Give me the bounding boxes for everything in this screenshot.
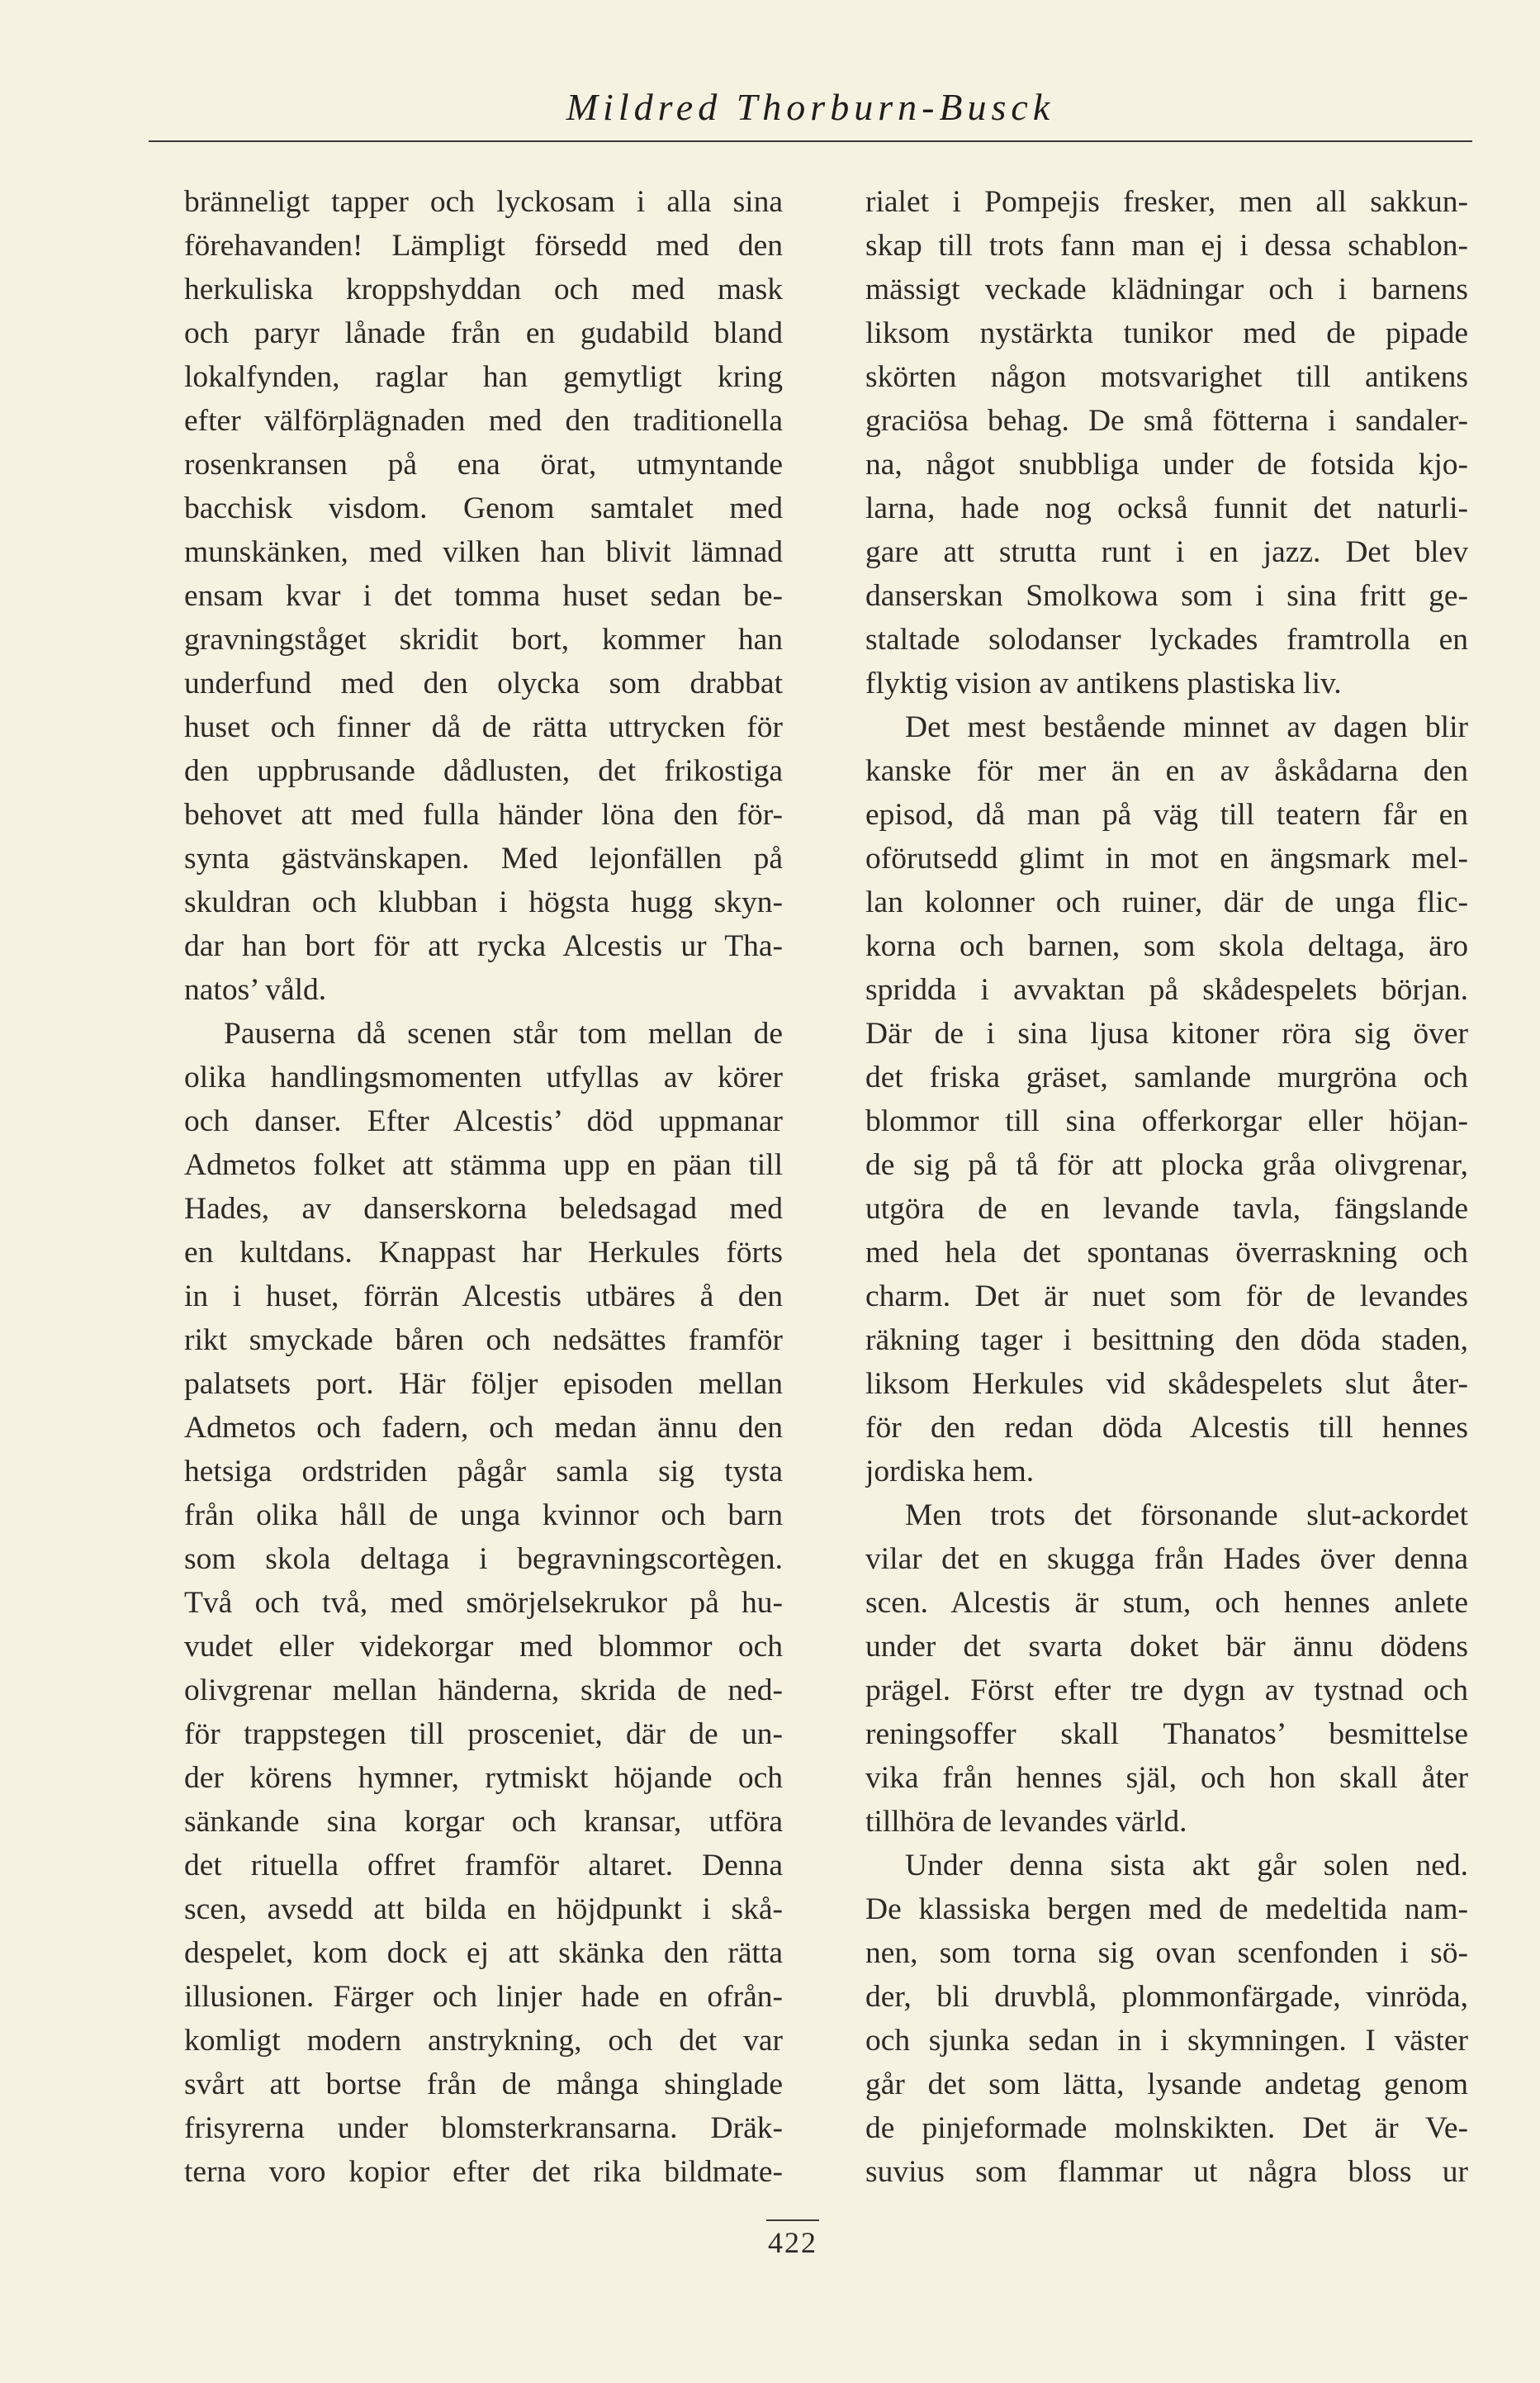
text-line: den uppbrusande dådlusten, det frikostiga <box>184 754 783 788</box>
text-line: Under denna sista akt går solen ned. <box>905 1849 1468 1882</box>
text-line: kanske för mer än en av åskådarna den <box>865 754 1468 788</box>
text-line: gravningståget skridit bort, kommer han <box>184 623 783 657</box>
text-line: det rituella offret framför altaret. Denna <box>184 1849 783 1882</box>
text-line: flyktig vision av antikens plastiska liv. <box>865 667 1342 700</box>
text-line: danserskan Smolkowa som i sina fritt ge- <box>865 579 1468 613</box>
right-column <box>865 180 1468 2194</box>
text-line: ensam kvar i det tomma huset sedan be- <box>184 579 783 613</box>
page-number: 422 <box>768 2226 817 2259</box>
text-line: och danser. Efter Alcestis’ död uppmanar <box>184 1104 783 1138</box>
text-line: vika från hennes själ, och hon skall åter <box>865 1761 1468 1795</box>
text-line: för trappstegen till prosceniet, där de un- <box>184 1717 783 1751</box>
text-line: för den redan döda Alcestis till hennes <box>865 1411 1468 1445</box>
text-line: med hela det spontanas överraskning och <box>865 1236 1468 1270</box>
text-line: frisyrerna under blomsterkransarna. Dräk- <box>184 2111 783 2145</box>
text-line: Där de i sina ljusa kitoner röra sig över <box>865 1017 1468 1051</box>
text-line: liksom nystärkta tunikor med de pipade <box>865 316 1468 350</box>
text-line: efter välförplägnaden med den traditionella <box>184 404 783 438</box>
text-line: de sig på tå för att plocka gråa olivgrenar, <box>865 1148 1468 1182</box>
text-line: despelet, kom dock ej att skänka den rätta <box>184 1936 783 1970</box>
text-line: spridda i avvaktan på skådespelets början. <box>865 973 1468 1007</box>
text-line: går det som lätta, lysande andetag genom <box>865 2067 1468 2101</box>
text-line: förehavanden! Lämpligt försedd med den <box>184 229 783 263</box>
text-line: na, något snubbliga under de fotsida kjo- <box>865 448 1468 482</box>
text-line: larna, hade nog också funnit det naturli- <box>865 491 1468 525</box>
text-line: in i huset, förrän Alcestis utbäres å den <box>184 1279 783 1313</box>
text-line: illusionen. Färger och linjer hade en ofrån- <box>184 1980 783 2014</box>
text-line: tillhöra de levandes värld. <box>865 1805 1187 1839</box>
text-line: nen, som torna sig ovan scenfonden i sö- <box>865 1936 1468 1970</box>
text-line: och sjunka sedan in i skymningen. I väster <box>865 2024 1468 2058</box>
running-head: Mildred Thorburn-Busck <box>566 86 1055 128</box>
text-line: der körens hymner, rytmiskt höjande och <box>184 1761 783 1795</box>
text-line: lan kolonner och ruiner, där de unga flic- <box>865 885 1468 919</box>
text-line: skap till trots fann man ej i dessa schablon- <box>865 229 1468 263</box>
text-line: terna voro kopior efter det rika bildmate- <box>184 2155 783 2189</box>
text-line: scen, avsedd att bilda en höjdpunkt i skå- <box>184 1892 783 1926</box>
text-line: herkuliska kroppshyddan och med mask <box>184 273 783 306</box>
text-line: blommor till sina offerkorgar eller höjan- <box>865 1104 1468 1138</box>
text-line: bränneligt tapper och lyckosam i alla sina <box>184 185 783 219</box>
text-line: det friska gräset, samlande murgröna och <box>865 1061 1468 1094</box>
text-line: munskänken, med vilken han blivit lämnad <box>184 535 783 569</box>
text-line: underfund med den olycka som drabbat <box>184 667 783 700</box>
text-line: från olika håll de unga kvinnor och barn <box>184 1498 783 1532</box>
text-line: rialet i Pompejis fresker, men all sakkun- <box>865 185 1468 219</box>
text-line: Två och två, med smörjelsekrukor på hu- <box>184 1586 783 1620</box>
text-line: de pinjeformade molnskikten. Det är Ve- <box>865 2111 1468 2145</box>
text-line: synta gästvänskapen. Med lejonfällen på <box>184 842 783 876</box>
text-line: dar han bort för att rycka Alcestis ur Tha- <box>184 929 783 963</box>
text-line: skuldran och klubban i högsta hugg skyn- <box>184 885 783 919</box>
header-rule <box>149 140 1472 142</box>
text-line: lokalfynden, raglar han gemytligt kring <box>184 360 783 394</box>
text-line: Hades, av danserskorna beledsagad med <box>184 1192 783 1226</box>
text-line: Pauserna då scenen står tom mellan de <box>224 1017 783 1051</box>
text-line: Admetos folket att stämma upp en päan till <box>184 1148 783 1182</box>
text-line: palatsets port. Här följer episoden mellan <box>184 1367 783 1401</box>
text-line: under det svarta doket bär ännu dödens <box>865 1630 1468 1664</box>
text-line: liksom Herkules vid skådespelets slut åter- <box>865 1367 1468 1401</box>
text-line: oförutsedd glimt in mot en ängsmark mel- <box>865 842 1468 876</box>
text-line: komligt modern anstrykning, och det var <box>184 2024 783 2058</box>
text-line: rikt smyckade båren och nedsättes framför <box>184 1323 783 1357</box>
text-line: och paryr lånade från en gudabild bland <box>184 316 783 350</box>
text-line: suvius som flammar ut några bloss ur <box>865 2155 1468 2189</box>
text-line: hetsiga ordstriden pågår samla sig tysta <box>184 1455 783 1488</box>
text-line: utgöra de en levande tavla, fängslande <box>865 1192 1468 1226</box>
text-line: behovet att med fulla händer löna den för- <box>184 798 783 832</box>
text-line: Men trots det försonande slut-ackordet <box>905 1498 1468 1532</box>
text-line: der, bli druvblå, plommonfärgade, vinröda, <box>865 1980 1468 2014</box>
text-line: olivgrenar mellan händerna, skrida de ned- <box>184 1673 783 1707</box>
text-line: huset och finner då de rätta uttrycken för <box>184 710 783 744</box>
text-line: charm. Det är nuet som för de levandes <box>865 1279 1468 1313</box>
text-line: scen. Alcestis är stum, och hennes anlete <box>865 1586 1468 1620</box>
text-line: sänkande sina korgar och kransar, utföra <box>184 1805 783 1839</box>
text-line: De klassiska bergen med de medeltida nam- <box>865 1892 1468 1926</box>
text-line: som skola deltaga i begravningscortègen. <box>184 1542 783 1576</box>
text-line: jordiska hem. <box>865 1455 1035 1488</box>
text-line: staltade solodanser lyckades framtrolla en <box>865 623 1468 657</box>
text-line: skörten någon motsvarighet till antikens <box>865 360 1468 394</box>
text-line: episod, då man på väg till teatern får en <box>865 798 1468 832</box>
text-line: bacchisk visdom. Genom samtalet med <box>184 491 783 525</box>
text-line: vilar det en skugga från Hades över denna <box>865 1542 1468 1576</box>
text-line: gare att strutta runt i en jazz. Det blev <box>865 535 1468 569</box>
left-column <box>184 180 783 2194</box>
text-line: korna och barnen, som skola deltaga, äro <box>865 929 1468 963</box>
text-line: reningsoffer skall Thanatos’ besmittelse <box>865 1717 1468 1751</box>
text-line: natos’ våld. <box>184 973 327 1007</box>
text-line: prägel. Först efter tre dygn av tystnad och <box>865 1673 1468 1707</box>
text-line: Admetos och fadern, och medan ännu den <box>184 1411 783 1445</box>
text-line: Det mest bestående minnet av dagen blir <box>905 710 1468 744</box>
text-line: vudet eller videkorgar med blommor och <box>184 1630 783 1664</box>
text-line: mässigt veckade klädningar och i barnens <box>865 273 1468 306</box>
text-line: graciösa behag. De små fötterna i sandaler- <box>865 404 1468 438</box>
text-line: en kultdans. Knappast har Herkules förts <box>184 1236 783 1270</box>
text-line: rosenkransen på ena örat, utmyntande <box>184 448 783 482</box>
text-line: olika handlingsmomenten utfyllas av körer <box>184 1061 783 1094</box>
text-line: räkning tager i besittning den döda staden, <box>865 1323 1468 1357</box>
footer-rule <box>766 2219 819 2221</box>
text-line: svårt att bortse från de många shinglade <box>184 2067 783 2101</box>
